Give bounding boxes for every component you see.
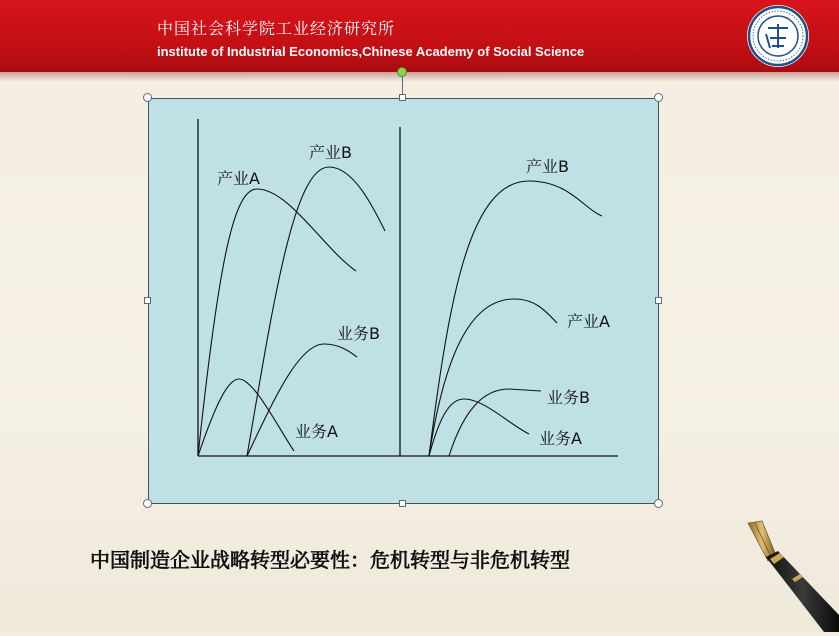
right-label-business-b: 业务B (547, 388, 590, 407)
diagram-panel[interactable] (148, 98, 659, 504)
left-label-business-a: 业务A (295, 422, 338, 441)
right-label-industry-a: 产业A (567, 312, 610, 331)
right-business-a-curve (429, 399, 529, 456)
slide-caption: 中国制造企业战略转型必要性：危机转型与非危机转型 (90, 548, 570, 572)
seal-icon (746, 4, 810, 68)
fountain-pen-icon (740, 515, 839, 632)
left-label-business-b: 业务B (337, 324, 380, 343)
rotation-connector (402, 74, 403, 96)
resize-handle-bottom-right[interactable] (654, 499, 663, 508)
resize-handle-right[interactable] (655, 297, 662, 304)
resize-handle-bottom[interactable] (399, 500, 406, 507)
resize-handle-bottom-left[interactable] (143, 499, 152, 508)
header-shadow (0, 72, 839, 82)
left-label-industry-a: 产业A (217, 169, 260, 188)
institute-title-cn: 中国社会科学院工业经济研究所 (157, 19, 396, 38)
left-label-industry-b: 产业B (309, 143, 352, 162)
right-label-business-a: 业务A (539, 429, 582, 448)
right-industry-a-curve (429, 299, 557, 456)
resize-handle-top-right[interactable] (654, 93, 663, 102)
diagram-curves (149, 99, 660, 505)
resize-handle-top-left[interactable] (143, 93, 152, 102)
left-industry-a-curve (198, 189, 356, 456)
resize-handle-top[interactable] (399, 94, 406, 101)
institute-title-en: institute of Industrial Economics,Chinese Academy of Social Science (157, 44, 585, 59)
header-banner (0, 0, 839, 72)
right-label-industry-b: 产业B (526, 157, 569, 176)
rotation-handle[interactable] (397, 67, 407, 77)
resize-handle-left[interactable] (144, 297, 151, 304)
